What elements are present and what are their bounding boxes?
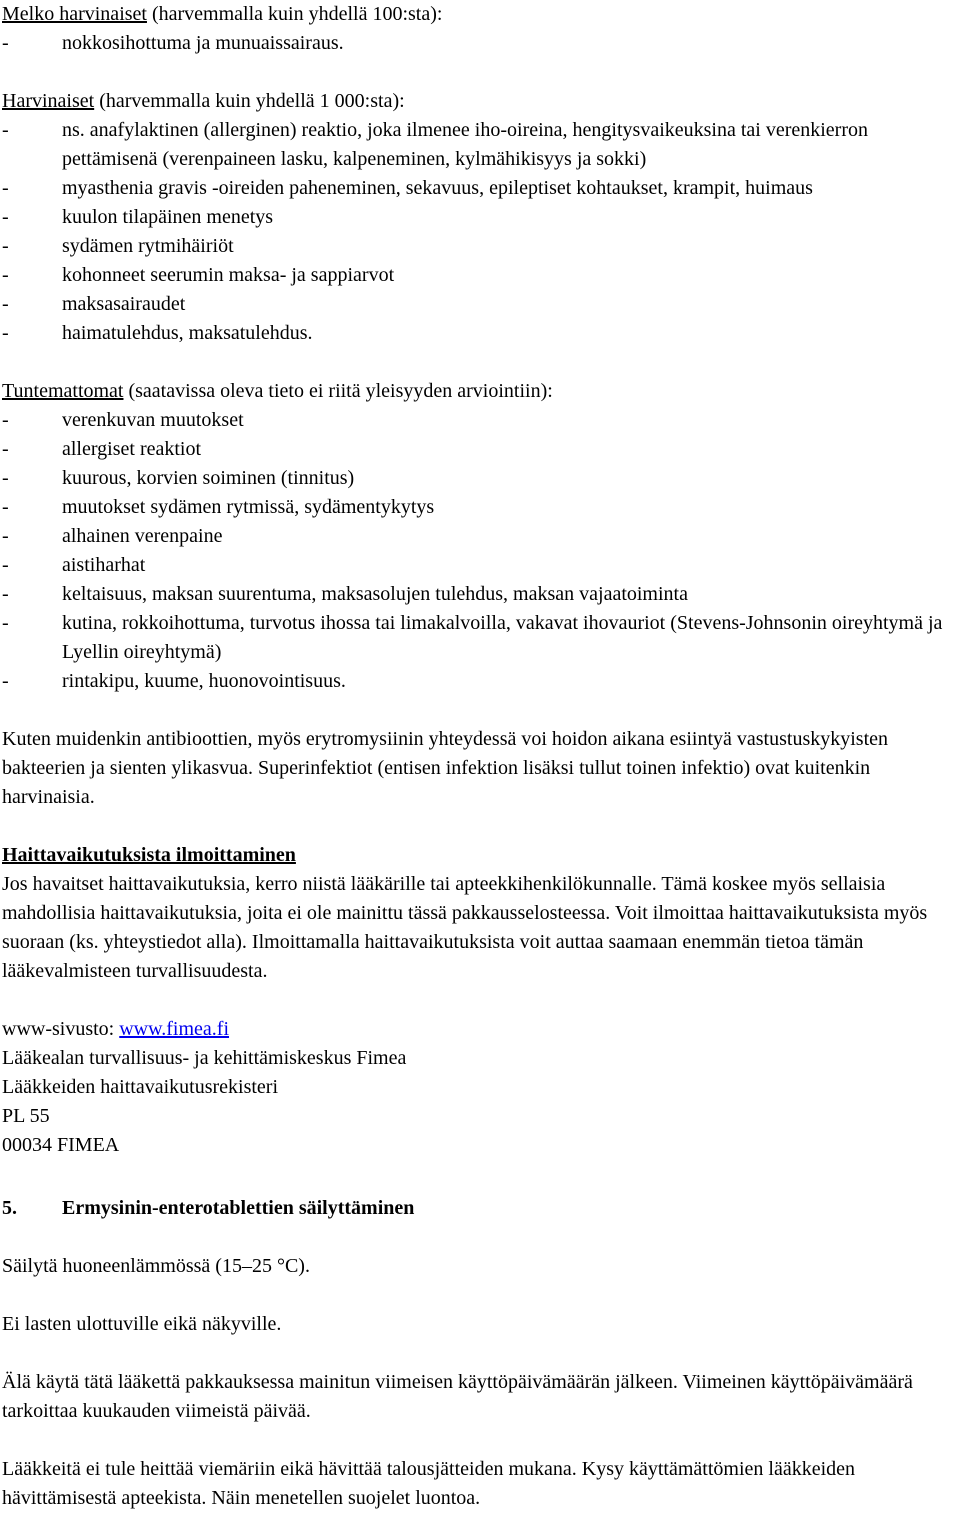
freq-heading-uncommon-label: Melko harvinaiset [2,3,147,25]
list-item: - myasthenia gravis -oireiden paheneminen, sekavuus, epileptiset kohtaukset, krampit, huimaus [2,177,813,199]
superinfection-paragraph: Kuten muidenkin antibioottien, myös erytromysiinin yhteydessä voi hoidon aikana esiintyä vastustuskykyisten bakteerien ja sienten ylikasvua. Superinfektiot (entisen infektion lisäksi tullut toinen infektio) ovat kuitenkin harvinaisia. [2,728,888,808]
storage-paragraph: Säilytä huoneenlämmössä (15–25 °C). [2,1255,310,1277]
list-item: - ns. anafylaktinen (allerginen) reaktio, joka ilmenee iho-oireina, hengitysvaikeuksina tai verenkierron pettämisenä (verenpaineen lasku, kalpeneminen, kylmähikisyys ja sokki) [2,119,869,170]
list-item: - nokkosihottuma ja munuaissairaus. [2,32,344,54]
freq-heading-rare-label: Harvinaiset [2,90,95,112]
contact-line: PL 55 [2,1105,50,1127]
website-line [2,1015,958,1044]
freq-heading-uncommon-desc: (harvemmalla kuin yhdellä 100:sta): [146,3,443,25]
section-title: Ermysinin-enterotablettien säilyttäminen [62,1197,415,1219]
list-item: - allergiset reaktiot [2,438,202,460]
list-item: - alhainen verenpaine [2,525,223,547]
list-item: - haimatulehdus, maksatulehdus. [2,322,313,344]
list-item: - kuurous, korvien soiminen (tinnitus) [2,467,355,489]
freq-heading-rare-desc: (harvemmalla kuin yhdellä 1 000:sta): [94,90,405,112]
list-item: - kohonneet seerumin maksa- ja sappiarvot [2,264,395,286]
storage-paragraph: Ei lasten ulottuville eikä näkyville. [2,1313,282,1335]
list-item: - verenkuvan muutokset [2,409,244,431]
list-item: - kutina, rokkoihottuma, turvotus ihossa tai limakalvoilla, vakavat ihovauriot (Stevens-Johnsonin oireyhtymä ja Lyellin oireyhtymä) [2,612,943,663]
contact-line: Lääkealan turvallisuus- ja kehittämiskeskus Fimea [2,1047,407,1069]
list-item: - kuulon tilapäinen menetys [2,206,274,228]
list-item: - muutokset sydämen rytmissä, sydämentykytys [2,496,435,518]
section-number: 5. [2,1197,17,1219]
freq-heading-uncommon [2,0,958,29]
freq-heading-rare [2,87,958,116]
storage-paragraph: Lääkkeitä ei tule heittää viemäriin eikä hävittää talousjätteiden mukana. Kysy käyttämättömien lääkkeiden hävittämisestä apteekista. Näin menetellen suojelet luontoa. [2,1458,856,1509]
list-item: - aistiharhat [2,554,146,576]
fimea-link[interactable]: www.fimea.fi [119,1018,230,1040]
section-5-heading [2,1194,958,1223]
list-item: - maksasairaudet [2,293,186,315]
freq-heading-unknown-label: Tuntemattomat [2,380,124,402]
website-label: www-sivusto: [2,1018,120,1040]
contact-line: Lääkkeiden haittavaikutusrekisteri [2,1076,279,1098]
list-item: - sydämen rytmihäiriöt [2,235,234,257]
freq-heading-unknown [2,377,958,406]
list-item: - rintakipu, kuume, huonovointisuus. [2,670,346,692]
document-page [2,0,958,1513]
freq-heading-unknown-desc: (saatavissa oleva tieto ei riitä yleisyyden arviointiin): [123,380,553,402]
reporting-heading: Haittavaikutuksista ilmoittaminen [2,844,296,866]
reporting-paragraph: Jos havaitset haittavaikutuksia, kerro niistä lääkärille tai apteekkihenkilökunnalle. Tämä koskee myös sellaisia mahdollisia haittavaikutuksia, joita ei ole mainittu tässä pakkausselosteessa. Voit ilmoittaa haittavaikutuksista myös suoraan (ks. yhteystiedot alla). Ilmoittamalla haittavaikutuksista voit auttaa saamaan enemmän tietoa tämän lääkevalmisteen turvallisuudesta. [2,873,928,982]
storage-paragraph: Älä käytä tätä lääkettä pakkauksessa mainitun viimeisen käyttöpäivämäärän jälkeen. Viimeinen käyttöpäivämäärä tarkoittaa kuukauden viimeistä päivää. [2,1371,913,1422]
list-item: - keltaisuus, maksan suurentuma, maksasolujen tulehdus, maksan vajaatoiminta [2,583,688,605]
contact-line: 00034 FIMEA [2,1134,120,1156]
